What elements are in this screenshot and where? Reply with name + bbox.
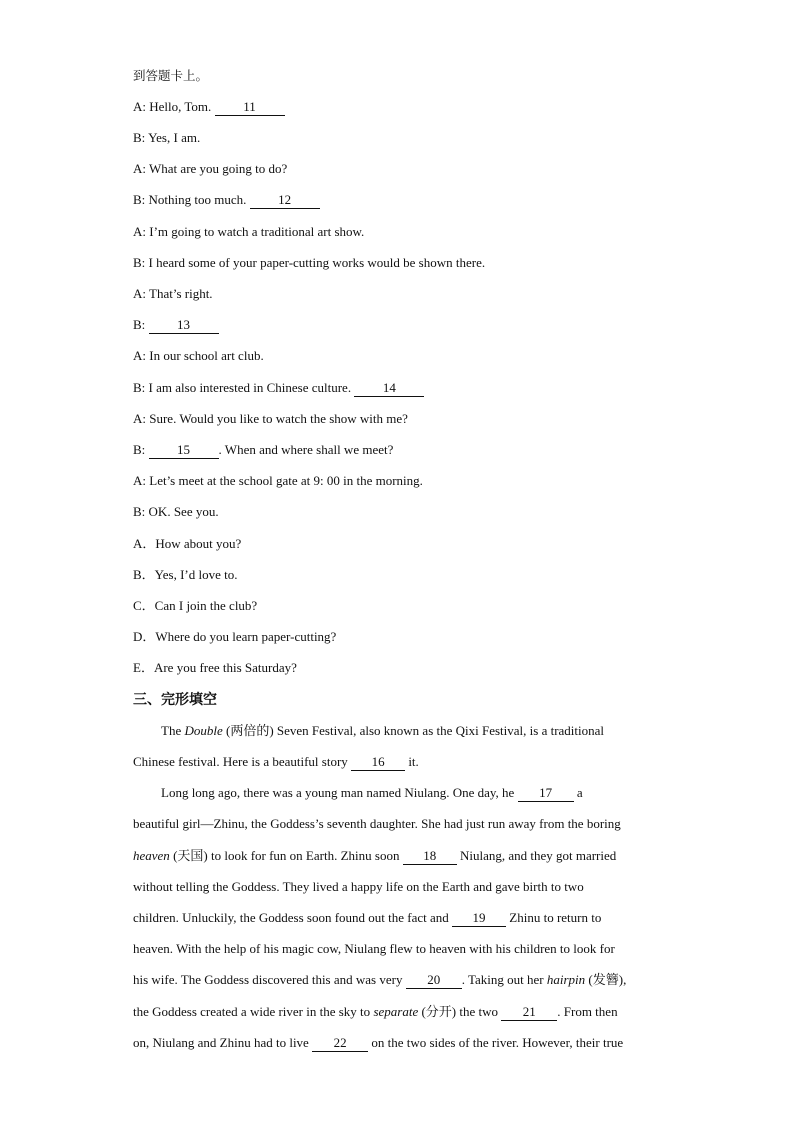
dialogue-text: I heard some of your paper-cutting works would be shown there.: [148, 255, 486, 270]
dialogue-line: [133, 254, 485, 272]
speaker-label: B:: [133, 504, 146, 519]
answer-blank: 15: [149, 442, 219, 459]
option-item: [133, 566, 238, 584]
dialogue-line: [133, 160, 287, 178]
answer-blank: 16: [351, 754, 405, 771]
speaker-label: A:: [133, 348, 146, 363]
dialogue-line: [133, 285, 213, 303]
passage-text: The: [161, 723, 185, 738]
passage-line: [133, 847, 616, 865]
option-letter: A．: [133, 536, 156, 551]
passage-text: . From then: [557, 1004, 618, 1019]
passage-line: [161, 784, 583, 802]
answer-blank: 12: [250, 192, 320, 209]
answer-blank: 19: [452, 910, 506, 927]
dialogue-line: [133, 316, 219, 334]
speaker-label: A:: [133, 411, 146, 426]
option-letter: D．: [133, 629, 156, 644]
option-text: Can I join the club?: [154, 598, 258, 613]
dialogue-text: . When and where shall we meet?: [218, 442, 394, 457]
passage-line: [133, 971, 626, 989]
passage-text: beautiful girl—Zhinu, the Goddess’s seventh daughter. She had just run away from the boring: [133, 816, 621, 831]
option-item: [133, 628, 336, 646]
passage-text: (天国) to look for fun on Earth. Zhinu soon: [169, 848, 403, 863]
option-item: [133, 659, 297, 677]
speaker-label: A:: [133, 99, 146, 114]
passage-italic: Double: [184, 723, 223, 738]
answer-blank: 20: [406, 972, 462, 989]
option-item: [133, 535, 241, 553]
passage-text: a: [573, 785, 583, 800]
option-letter: E．: [133, 660, 154, 675]
speaker-label: B:: [133, 380, 146, 395]
answer-blank: 17: [518, 785, 574, 802]
speaker-label: B:: [133, 317, 146, 332]
dialogue-line: [133, 98, 285, 116]
passage-italic: separate: [373, 1004, 419, 1019]
intro-text: [133, 67, 208, 85]
dialogue-line: [133, 410, 408, 428]
dialogue-text: Sure. Would you like to watch the show with me?: [149, 411, 408, 426]
option-text: Are you free this Saturday?: [153, 660, 297, 675]
passage-text: (发簪),: [585, 972, 627, 987]
passage-line: [133, 878, 584, 896]
option-letter: C．: [133, 598, 155, 613]
passage-italic: heaven: [133, 848, 170, 863]
intro-label: 到答题卡上。: [133, 68, 209, 83]
option-text: How about you?: [155, 536, 242, 551]
passage-line: [133, 1003, 618, 1021]
answer-blank: 14: [354, 380, 424, 397]
speaker-label: A:: [133, 473, 146, 488]
dialogue-line: [133, 503, 219, 521]
dialogue-text: Hello, Tom.: [149, 99, 212, 114]
passage-text: heaven. With the help of his magic cow, Niulang flew to heaven with his children to look for: [133, 941, 615, 956]
speaker-label: B:: [133, 192, 146, 207]
dialogue-text: In our school art club.: [149, 348, 264, 363]
dialogue-text: Let’s meet at the school gate at 9: 00 in the morning.: [149, 473, 423, 488]
dialogue-text: What are you going to do?: [149, 161, 288, 176]
passage-text: it.: [405, 754, 419, 769]
dialogue-text: I’m going to watch a traditional art show.: [149, 224, 365, 239]
passage-text: his wife. The Goddess discovered this and was very: [133, 972, 406, 987]
answer-blank: 13: [149, 317, 219, 334]
dialogue-line: [133, 347, 264, 365]
dialogue-line: [133, 191, 320, 209]
passage-text: Zhinu to return to: [506, 910, 602, 925]
speaker-label: A:: [133, 286, 146, 301]
passage-text: Chinese festival. Here is a beautiful story: [133, 754, 352, 769]
passage-line: [133, 815, 621, 833]
passage-line: [133, 1034, 623, 1052]
passage-text: Niulang, and they got married: [456, 848, 617, 863]
speaker-label: B:: [133, 130, 146, 145]
passage-line: [133, 753, 419, 771]
dialogue-text: Nothing too much.: [148, 192, 247, 207]
passage-text: on, Niulang and Zhinu had to live: [133, 1035, 313, 1050]
passage-text: children. Unluckily, the Goddess soon found out the fact and: [133, 910, 453, 925]
passage-text: . Taking out her: [461, 972, 547, 987]
speaker-label: A:: [133, 224, 146, 239]
speaker-label: B:: [133, 255, 146, 270]
section-title: 三、完形填空: [133, 692, 217, 708]
passage-text: (两倍的) Seven Festival, also known as the Qixi Festival, is a traditional: [222, 723, 605, 738]
option-letter: B．: [133, 567, 155, 582]
dialogue-text: OK. See you.: [148, 504, 219, 519]
answer-blank: 11: [215, 99, 285, 116]
dialogue-line: [133, 379, 424, 397]
answer-blank: 18: [403, 848, 457, 865]
answer-blank: 22: [312, 1035, 368, 1052]
dialogue-line: [133, 441, 393, 459]
dialogue-text: Yes, I am.: [148, 130, 201, 145]
passage-text: without telling the Goddess. They lived a happy life on the Earth and gave birth to two: [133, 879, 584, 894]
option-text: Yes, I’d love to.: [154, 567, 238, 582]
dialogue-text: That’s right.: [149, 286, 213, 301]
answer-blank: 21: [501, 1004, 557, 1021]
dialogue-line: [133, 223, 364, 241]
passage-text: on the two sides of the river. However, their true: [368, 1035, 624, 1050]
option-item: [133, 597, 257, 615]
speaker-label: B:: [133, 442, 146, 457]
option-text: Where do you learn paper-cutting?: [155, 629, 337, 644]
passage-line: [133, 940, 615, 958]
dialogue-line: [133, 129, 200, 147]
speaker-label: A:: [133, 161, 146, 176]
dialogue-text: I am also interested in Chinese culture.: [148, 380, 352, 395]
dialogue-line: [133, 472, 423, 490]
passage-italic: hairpin: [546, 972, 586, 987]
passage-text: (分开) the two: [418, 1004, 502, 1019]
passage-line: [133, 909, 601, 927]
passage-line: [161, 722, 604, 740]
passage-text: the Goddess created a wide river in the sky to: [133, 1004, 374, 1019]
passage-text: Long long ago, there was a young man named Niulang. One day, he: [161, 785, 518, 800]
